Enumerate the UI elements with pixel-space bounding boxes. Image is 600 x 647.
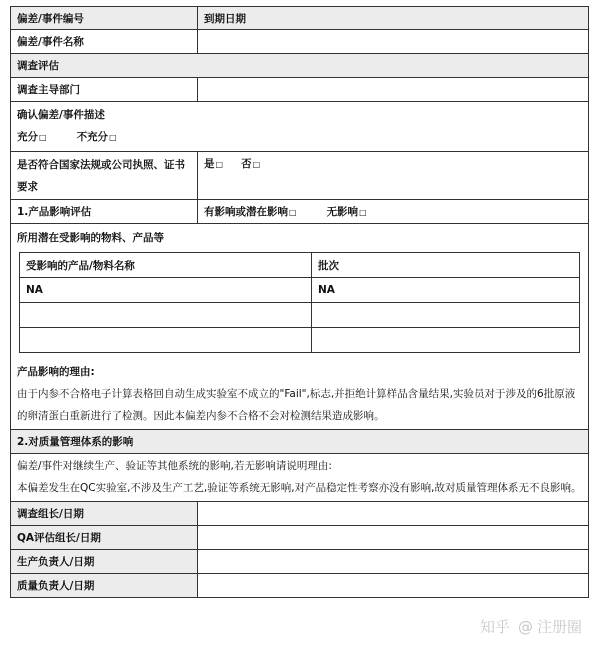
insufficient-option[interactable] (77, 131, 117, 143)
row-signature (11, 550, 589, 574)
product-name-cell[interactable] (20, 303, 312, 327)
signature-field[interactable] (198, 526, 588, 549)
watermark-at: @ (517, 617, 533, 636)
no-impact-checkbox[interactable]: □ (359, 208, 367, 217)
lead-department-value[interactable] (198, 78, 588, 101)
product-impact-reason (11, 357, 588, 429)
row-regulatory-compliance (11, 152, 589, 200)
lead-department-label: 调查主导部门 (11, 78, 198, 101)
section-qms-impact (11, 454, 589, 502)
signature-field[interactable] (198, 502, 588, 525)
table-row (20, 303, 580, 328)
regulatory-compliance-options (198, 152, 588, 199)
confirm-description-block (11, 102, 588, 151)
qms-impact-body (11, 454, 588, 501)
signature-field[interactable] (198, 550, 588, 573)
table-row (20, 278, 580, 303)
yes-option[interactable] (204, 156, 223, 171)
row-deviation-number (11, 7, 589, 30)
watermark-account: 注册圈 (536, 618, 582, 636)
batch-cell[interactable] (312, 328, 580, 352)
no-label: 否 (241, 158, 252, 170)
confirm-description-title: 确认偏差/事件描述 (17, 109, 105, 121)
product-impact-options (198, 200, 588, 223)
watermark-site: 知乎 (479, 618, 510, 636)
qms-impact-question: 偏差/事件对继续生产、验证等其他系统的影响,若无影响请说明理由: (17, 460, 332, 472)
no-option[interactable] (241, 156, 260, 171)
signature-label: 生产负责人/日期 (11, 550, 198, 573)
product-impact-label: 1.产品影响评估 (11, 200, 198, 223)
qms-impact-heading: 2.对质量管理体系的影响 (17, 436, 134, 448)
batch-cell[interactable]: NA (312, 278, 580, 302)
row-signature (11, 574, 589, 598)
row-qms-impact (11, 430, 589, 454)
no-impact-option[interactable] (327, 204, 367, 219)
reason-text: 由于内参不合格电子计算表格回自动生成实验室不成立的"Fail",标志,并拒绝计算样品含量结果,实验员对于涉及的6批原液的卵清蛋白重新进行了检测。因此本偏差内参不合格不会对检测结果造成影响。 (17, 388, 576, 422)
has-impact-label: 有影响或潜在影响 (204, 206, 288, 218)
row-signature (11, 502, 589, 526)
regulatory-compliance-label: 是否符合国家法规或公司执照、证书要求 (11, 152, 198, 199)
watermark (480, 616, 582, 637)
row-investigation-evaluation (11, 54, 589, 78)
signature-label: 质量负责人/日期 (11, 574, 198, 597)
no-checkbox[interactable]: □ (252, 160, 261, 169)
row-signature (11, 526, 589, 550)
yes-label: 是 (204, 158, 215, 170)
reason-title: 产品影响的理由: (17, 366, 95, 378)
qms-impact-answer: 本偏差发生在QC实验室,不涉及生产工艺,验证等系统无影响,对产品稳定性考察亦没有影响,故对质量管理体系无不良影响。 (17, 482, 582, 494)
deviation-number-label: 偏差/事件编号 (11, 7, 198, 29)
affected-materials-table (19, 252, 580, 353)
signature-field[interactable] (198, 574, 588, 597)
row-deviation-name (11, 30, 589, 54)
header-batch: 批次 (312, 253, 580, 277)
row-lead-department (11, 78, 589, 102)
signature-label: 调查组长/日期 (11, 502, 198, 525)
insufficient-label: 不充分 (76, 131, 109, 143)
no-impact-label: 无影响 (326, 206, 359, 218)
yes-checkbox[interactable]: □ (215, 160, 224, 169)
table-row (20, 328, 580, 353)
has-impact-checkbox[interactable]: □ (289, 208, 297, 217)
section-affected-materials (11, 224, 589, 430)
table-header-row (20, 253, 580, 278)
sufficient-option[interactable] (17, 131, 47, 143)
investigation-evaluation-heading: 调查评估 (17, 60, 59, 72)
row-product-impact (11, 200, 589, 224)
affected-materials-title: 所用潜在受影响的物料、产品等 (17, 232, 164, 244)
confirm-description-options (17, 126, 582, 149)
signature-label: QA评估组长/日期 (11, 526, 198, 549)
insufficient-checkbox[interactable]: □ (109, 133, 117, 142)
header-product-name: 受影响的产品/物料名称 (20, 253, 312, 277)
has-impact-option[interactable] (204, 204, 297, 219)
row-confirm-description (11, 102, 589, 152)
deviation-investigation-form (10, 6, 589, 598)
product-name-cell[interactable] (20, 328, 312, 352)
sufficient-checkbox[interactable]: □ (39, 133, 47, 142)
deviation-name-label: 偏差/事件名称 (11, 30, 198, 53)
sufficient-label: 充分 (17, 131, 38, 143)
due-date-label: 到期日期 (204, 12, 246, 25)
batch-cell[interactable] (312, 303, 580, 327)
deviation-name-value[interactable] (198, 30, 588, 53)
product-name-cell[interactable]: NA (20, 278, 312, 302)
